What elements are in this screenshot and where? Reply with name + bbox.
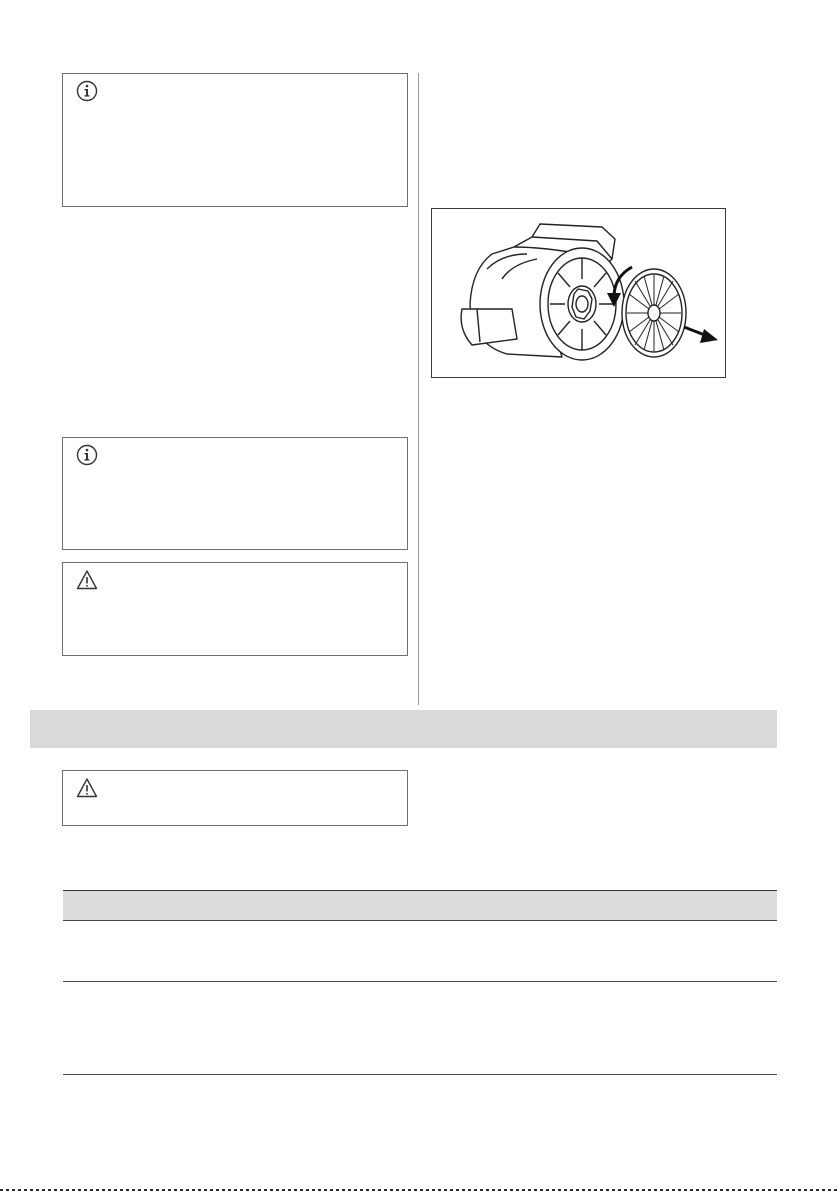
column-divider xyxy=(418,73,419,705)
info-icon xyxy=(76,444,98,466)
warning-notice-1 xyxy=(62,562,408,656)
fan-motor-illustration xyxy=(432,209,727,379)
table-row-divider xyxy=(63,981,777,982)
info-icon xyxy=(76,80,98,102)
table-row-divider xyxy=(63,920,777,921)
warning-icon xyxy=(76,569,98,591)
filter-removal-figure xyxy=(431,208,726,378)
warning-notice-2 xyxy=(62,770,408,826)
section-heading-band xyxy=(30,710,777,748)
table-header xyxy=(63,890,777,921)
warning-icon xyxy=(76,777,98,799)
info-notice-2 xyxy=(62,437,408,550)
page-bottom-border xyxy=(0,1189,840,1191)
remove-arrow-icon xyxy=(684,327,718,343)
table-row-divider xyxy=(63,1074,777,1075)
info-notice-1 xyxy=(62,73,408,207)
